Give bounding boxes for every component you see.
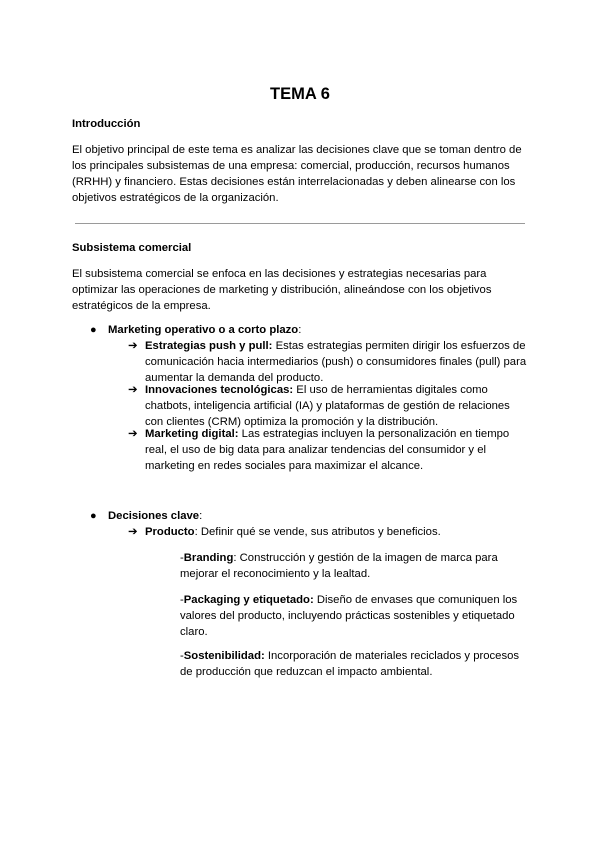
item-text: El uso de herramientas digitales como chatbots, inteligencia artificial (IA) y plataformas de gestión de relaciones con clientes (CRM) optimiza la promoción y la distribución.: [145, 384, 510, 428]
subitem-sostenibilidad: [180, 648, 525, 680]
item-text: Las estrategias incluyen la personalización en tiempo real, el uso de big data para analizar tendencias del consumidor y el marketing en redes sociales para maximizar el alcance.: [145, 428, 510, 472]
arrow-item-push-pull: [128, 338, 528, 386]
subitem-text: Incorporación de materiales reciclados y procesos de producción que reduzcan el impacto ambiental.: [180, 650, 520, 678]
item-term: Marketing digital:: [145, 428, 239, 440]
section-divider: [75, 223, 525, 224]
bullet-icon: ●: [90, 510, 97, 522]
comercial-heading: Subsistema comercial: [72, 242, 192, 254]
intro-heading: Introducción: [72, 118, 141, 130]
arrow-icon: ➔: [128, 428, 138, 440]
bullet-label: Decisiones clave: [108, 510, 200, 522]
subitem-term: Branding: [183, 552, 234, 564]
item-term: Estrategias push y pull:: [145, 340, 273, 352]
item-text: : Definir qué se vende, sus atributos y beneficios.: [194, 526, 441, 538]
subitem-branding: [180, 550, 525, 582]
bullet-suffix: :: [199, 510, 203, 522]
subitem-text: Diseño de envases que comuniquen los valores del producto, incluyendo prácticas sostenibles y etiquetado claro.: [180, 594, 518, 638]
arrow-icon: ➔: [128, 340, 138, 352]
bullet-label: Marketing operativo o a corto plazo: [108, 324, 299, 336]
subitem-prefix: -: [180, 650, 184, 662]
arrow-item-marketing-digital: [128, 426, 528, 474]
intro-paragraph: El objetivo principal de este tema es analizar las decisiones clave que se toman dentro de los principales subsistemas de una empresa: comercial, producción, recursos humanos (RRHH) y financiero. Estas decisiones están interrelacionadas y deben alinearse con los objetivos estratégicos de la organización.: [72, 144, 522, 204]
arrow-icon: ➔: [128, 384, 138, 396]
subitem-term: Sostenibilidad:: [183, 650, 265, 662]
bullet-icon: ●: [90, 324, 97, 336]
comercial-paragraph: El subsistema comercial se enfoca en las decisiones y estrategias necesarias para optimizar las operaciones de marketing y distribución, alineándose con los objetivos estratégicos de la empresa.: [72, 268, 492, 312]
arrow-icon: ➔: [128, 526, 138, 538]
subitem-text: : Construcción y gestión de la imagen de marca para mejorar el reconocimiento y la lealtad.: [180, 552, 498, 580]
item-term: Producto: [145, 526, 195, 538]
subitem-prefix: -: [180, 552, 184, 564]
subitem-prefix: -: [180, 594, 184, 606]
arrow-item-innovaciones: [128, 382, 528, 430]
arrow-item-producto: [128, 524, 528, 540]
page-title: TEMA 6: [270, 85, 330, 103]
subitem-term: Packaging y etiquetado:: [183, 594, 314, 606]
item-term: Innovaciones tecnológicas:: [145, 384, 294, 396]
bullet-suffix: :: [298, 324, 302, 336]
item-text: Estas estrategias permiten dirigir los esfuerzos de comunicación hacia intermediarios (push) o consumidores finales (pull) para aumentar la demanda del producto.: [145, 340, 527, 384]
subitem-packaging: [180, 592, 525, 640]
